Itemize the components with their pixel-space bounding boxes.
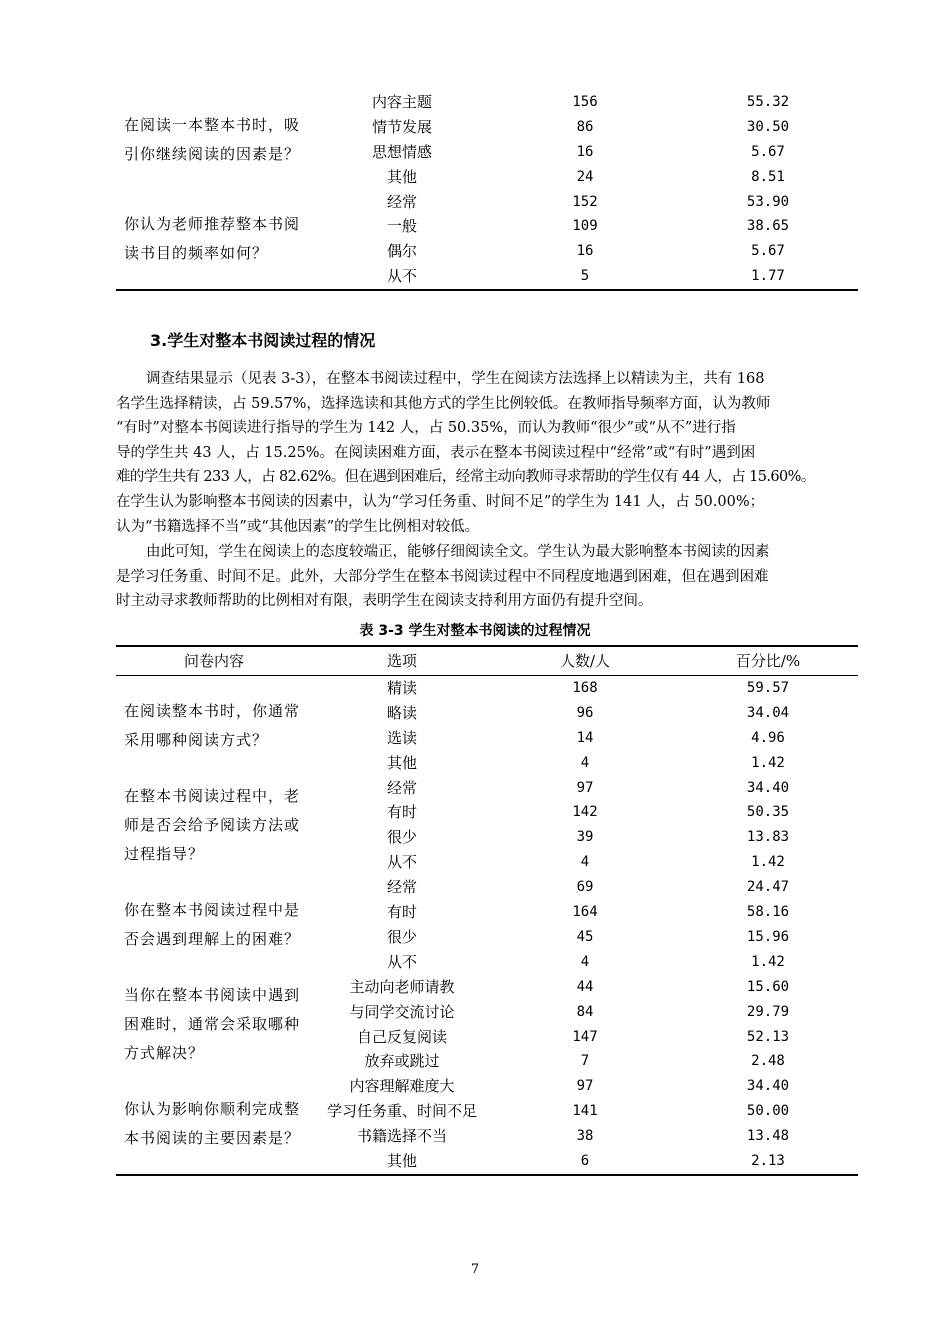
percent-cell: 24.47 — [746, 879, 790, 896]
table-row — [116, 239, 858, 264]
table-caption: 表 3-3 学生对整本书阅读的过程情况 — [359, 623, 591, 639]
table-body — [116, 676, 858, 1174]
paragraph-line: 在学生认为影响整本书阅读的因素中，认为“学习任务重、时间不足”的学生为 141 人，占 50.00%； — [116, 493, 765, 510]
page-number: 7 — [470, 1262, 480, 1277]
question-group — [116, 776, 858, 876]
paragraph-line: 是学习任务重、时间不足。此外，大部分学生在整本书阅读过程中不同程度地遇到困难，但在遇到困难 — [116, 568, 769, 585]
option-cell: 情节发展 — [371, 117, 432, 136]
percent-cell: 1.42 — [751, 854, 785, 871]
table-row — [116, 1099, 858, 1124]
paragraph-line: 由此可知，学生在阅读上的态度较端正，能够仔细阅读全文。学生认为最大影响整本书阅读的因素 — [146, 544, 770, 560]
percent-cell: 38.65 — [746, 218, 790, 235]
count-cell: 97 — [576, 779, 594, 796]
option-cell: 书籍选择不当 — [356, 1127, 447, 1146]
question-group — [116, 975, 858, 1075]
count-cell: 84 — [576, 1003, 594, 1020]
question-group — [116, 190, 858, 290]
option-cell: 自己反复阅读 — [356, 1027, 447, 1046]
option-cell: 从不 — [386, 952, 417, 971]
table-row — [116, 115, 858, 140]
count-cell: 4 — [580, 754, 590, 771]
count-cell: 147 — [572, 1028, 598, 1045]
option-cell: 经常 — [386, 878, 417, 897]
table-continued — [116, 90, 858, 289]
table-row — [116, 1149, 858, 1174]
table-row — [116, 950, 858, 975]
option-cell: 与同学交流讨论 — [349, 1002, 455, 1021]
percent-cell: 2.13 — [751, 1153, 785, 1170]
percent-cell: 4.96 — [751, 729, 785, 746]
table-row — [116, 776, 858, 801]
table-row — [116, 214, 858, 239]
question-text: 在整本书阅读过程中，老师是否会给予阅读方法或过程指导？ — [124, 786, 301, 863]
table-row — [116, 1124, 858, 1149]
paragraph-line: 难的学生共有 233 人，占 82.62%。但在遇到困难后，经常主动向教师寻求帮助的学生仅有 44 人，占 15.60%。 — [116, 469, 815, 486]
option-cell: 选读 — [386, 728, 417, 747]
percent-cell: 8.51 — [751, 168, 785, 185]
table-row — [116, 975, 858, 1000]
option-cell: 很少 — [386, 927, 417, 946]
percent-cell: 1.42 — [751, 754, 785, 771]
table-row — [116, 900, 858, 925]
percent-cell: 59.57 — [746, 680, 790, 696]
table-row — [116, 850, 858, 875]
count-cell: 4 — [580, 854, 590, 871]
percent-cell: 13.83 — [746, 829, 790, 846]
count-cell: 4 — [580, 953, 590, 970]
percent-cell: 50.00 — [746, 1103, 790, 1120]
count-cell: 86 — [576, 118, 594, 135]
percent-cell: 34.40 — [746, 1078, 790, 1095]
table-row — [116, 1074, 858, 1099]
table-bottom-rule — [116, 1174, 858, 1176]
percent-cell: 53.90 — [746, 193, 790, 210]
table-row — [116, 701, 858, 726]
percent-cell: 5.67 — [751, 243, 785, 260]
count-cell: 39 — [576, 829, 594, 846]
table-row — [116, 264, 858, 289]
table-row — [116, 140, 858, 165]
count-cell: 16 — [576, 143, 594, 160]
option-cell: 其他 — [386, 167, 417, 186]
count-cell: 96 — [576, 704, 594, 721]
question-group — [116, 90, 858, 190]
count-cell: 24 — [576, 168, 594, 185]
count-cell: 109 — [572, 218, 598, 235]
option-cell: 其他 — [386, 753, 417, 772]
option-cell: 偶尔 — [386, 242, 417, 261]
question-text: 你认为影响你顺利完成整本书阅读的主要因素是？ — [124, 1100, 301, 1148]
table-row — [116, 925, 858, 950]
paragraph-line: 名学生选择精读，占 59.57%，选择选读和其他方式的学生比例较低。在教师指导频率方面，认为教师 — [116, 395, 771, 412]
table-row — [116, 1049, 858, 1074]
question-text: 你在整本书阅读过程中是否会遇到理解上的困难？ — [124, 900, 301, 948]
option-cell: 一般 — [386, 217, 417, 236]
option-cell: 精读 — [386, 679, 417, 697]
count-cell: 14 — [576, 729, 594, 746]
table-row — [116, 825, 858, 850]
question-text: 你认为老师推荐整本书阅读书目的频率如何？ — [124, 215, 301, 263]
count-cell: 6 — [580, 1153, 590, 1170]
percent-cell: 34.04 — [746, 704, 790, 721]
count-cell: 141 — [572, 1103, 598, 1120]
table-row — [116, 1025, 858, 1050]
count-cell: 45 — [576, 928, 594, 945]
count-cell: 16 — [576, 243, 594, 260]
question-group — [116, 676, 858, 776]
option-cell: 从不 — [386, 267, 417, 286]
paragraph-2 — [116, 540, 858, 614]
option-cell: 内容理解难度大 — [349, 1077, 455, 1096]
percent-cell: 5.67 — [751, 143, 785, 160]
percent-cell: 52.13 — [746, 1028, 790, 1045]
option-cell: 从不 — [386, 853, 417, 872]
table-bottom-rule — [116, 289, 858, 291]
paragraph-line: 调查结果显示（见表 3-3），在整本书阅读过程中，学生在阅读方法选择上以精读为主，共有 168 — [146, 371, 765, 387]
table-row — [116, 1000, 858, 1025]
percent-cell: 50.35 — [746, 804, 790, 821]
percent-cell: 29.79 — [746, 1003, 790, 1020]
percent-cell: 1.42 — [751, 953, 785, 970]
paragraph-line: 导的学生共 43 人，占 15.25%。在阅读困难方面，表示在整本书阅读过程中“经常”或“有时”遇到困 — [116, 444, 756, 461]
count-cell: 97 — [576, 1078, 594, 1095]
header-count: 人数/人 — [559, 652, 611, 670]
count-cell: 69 — [576, 879, 594, 896]
table-row — [116, 676, 858, 701]
table-row — [116, 726, 858, 751]
count-cell: 5 — [580, 268, 590, 285]
count-cell: 7 — [580, 1053, 590, 1070]
question-text: 当你在整本书阅读中遇到困难时，通常会采取哪种方式解决？ — [124, 986, 301, 1063]
paragraph-line: 时主动寻求教师帮助的比例相对有限，表明学生在阅读支持利用方面仍有提升空间。 — [116, 593, 653, 610]
option-cell: 经常 — [386, 192, 417, 211]
table-row — [116, 875, 858, 900]
count-cell: 164 — [572, 904, 598, 921]
count-cell: 142 — [572, 804, 598, 821]
percent-cell: 15.60 — [746, 978, 790, 995]
table-row — [116, 800, 858, 825]
option-cell: 内容主题 — [371, 93, 432, 111]
paragraph-1 — [116, 367, 858, 539]
count-cell: 156 — [572, 94, 598, 110]
option-cell: 略读 — [386, 703, 417, 722]
count-cell: 152 — [572, 193, 598, 210]
percent-cell: 2.48 — [751, 1053, 785, 1070]
count-cell: 168 — [572, 680, 598, 696]
question-text: 在阅读整本书时，你通常采用哪种阅读方式？ — [124, 701, 301, 749]
table-row — [116, 90, 858, 115]
question-text: 在阅读一本整本书时，吸引你继续阅读的因素是？ — [124, 115, 301, 163]
percent-cell: 34.40 — [746, 779, 790, 796]
option-cell: 其他 — [386, 1152, 417, 1171]
option-cell: 学习任务重、时间不足 — [326, 1102, 477, 1121]
count-cell: 38 — [576, 1128, 594, 1145]
paragraph-line: “有时”对整本书阅读进行指导的学生为 142 人，占 50.35%，而认为教师“很少”或“从不”进行指 — [116, 420, 736, 437]
question-group — [116, 1074, 858, 1174]
percent-cell: 15.96 — [746, 928, 790, 945]
percent-cell: 1.77 — [751, 268, 785, 285]
option-cell: 放弃或跳过 — [364, 1052, 440, 1071]
percent-cell: 30.50 — [746, 118, 790, 135]
option-cell: 经常 — [386, 778, 417, 797]
paragraph-line: 认为“书籍选择不当”或“其他因素”的学生比例相对较低。 — [116, 518, 480, 535]
option-cell: 思想情感 — [371, 142, 432, 161]
option-cell: 主动向老师请教 — [349, 977, 455, 996]
table-row — [116, 190, 858, 215]
percent-cell: 58.16 — [746, 904, 790, 921]
header-question: 问卷内容 — [183, 652, 244, 670]
table-row — [116, 751, 858, 776]
header-option: 选项 — [386, 652, 417, 670]
percent-cell: 13.48 — [746, 1128, 790, 1145]
section-heading: 3.学生对整本书阅读过程的情况 — [150, 331, 376, 350]
count-cell: 44 — [576, 978, 594, 995]
option-cell: 有时 — [386, 903, 417, 922]
option-cell: 很少 — [386, 828, 417, 847]
question-group — [116, 875, 858, 975]
percent-cell: 55.32 — [746, 94, 790, 110]
header-percent: 百分比/% — [735, 652, 801, 670]
table-row — [116, 165, 858, 190]
option-cell: 有时 — [386, 803, 417, 822]
